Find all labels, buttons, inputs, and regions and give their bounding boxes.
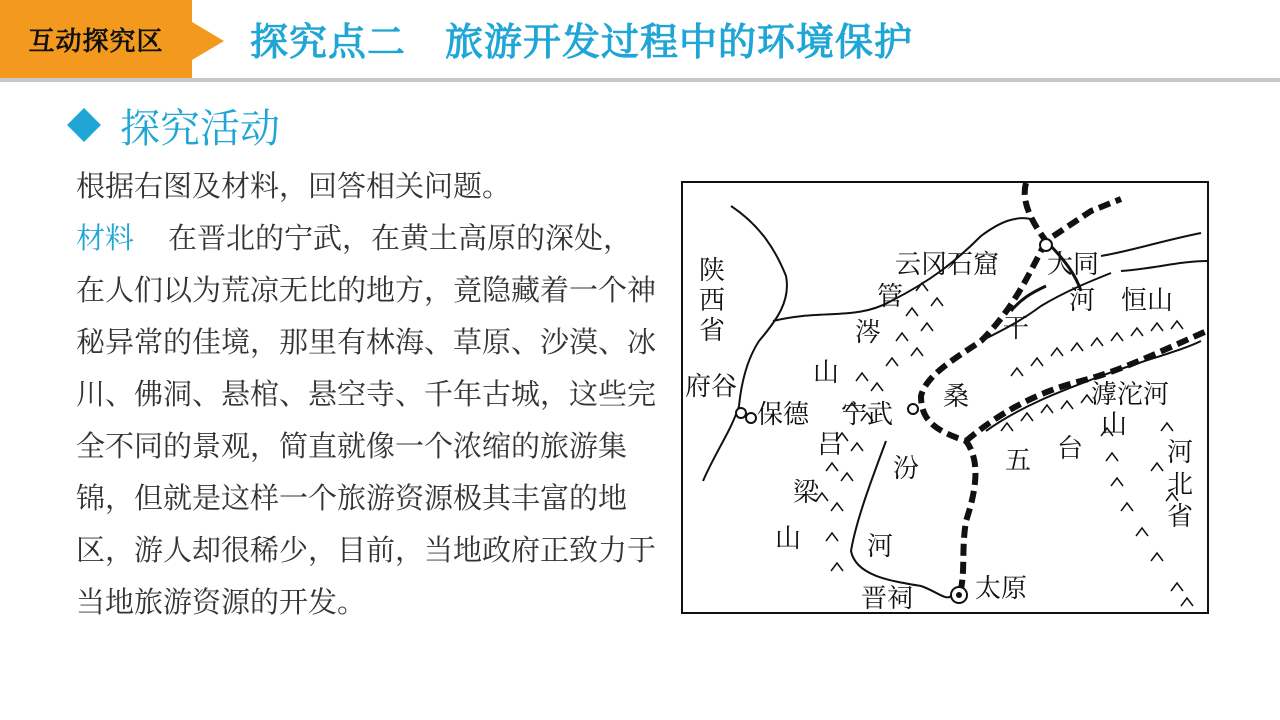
material-paragraph <box>76 212 656 628</box>
ningwu-marker <box>908 404 918 414</box>
section-badge <box>0 0 192 78</box>
header-bar <box>0 0 1280 80</box>
body-text <box>76 160 656 628</box>
material-label: 材料 <box>76 221 135 255</box>
map-label-shan-lvliang: 山 <box>775 524 802 554</box>
map-label-taiyuan: 太原 <box>975 574 1028 604</box>
map-label-baode: 保德 <box>757 400 810 430</box>
map-label-wu: 五 <box>1005 446 1032 476</box>
map-label-guan: 管 <box>877 282 904 312</box>
map-label-shaanxi-1: 陕 <box>699 256 726 286</box>
section-heading-label: 探究活动 <box>120 105 280 152</box>
map-label-shan-guance: 山 <box>813 358 840 388</box>
map-label-ce: 涔 <box>855 318 882 348</box>
badge-arrow-icon <box>192 22 224 60</box>
header-divider <box>0 78 1280 82</box>
baode-marker <box>746 413 756 423</box>
page-title: 探究点二 旅游开发过程中的环境保护 <box>250 20 914 64</box>
map-label-hutuo: 滹沱河 <box>1091 380 1170 410</box>
taiyuan-marker-dot <box>956 592 962 598</box>
map-label-tai: 台 <box>1057 434 1084 464</box>
material-text: 在晋北的宁武，在黄土高原的深处，在人们以为荒凉无比的地方，竟隐藏着一个神秘异常的佳境，那里有林海、草原、沙漠、冰川、佛洞、悬棺、悬空寺、千年古城，这些完全不同的景观，简直就像一个浓缩的旅游集锦，但就是这样一个旅游资源极其丰富的地区，游人却很稀少，目前，当地政府正致力于当地旅游资源的开发。 <box>76 221 657 619</box>
map-label-river-fen: 河 <box>867 532 894 562</box>
map-label-river-datong: 河 <box>1069 286 1096 316</box>
map-label-jinci: 晋祠 <box>861 584 914 614</box>
diamond-bullet-icon <box>67 108 101 142</box>
map-label-sang: 桑 <box>943 382 970 412</box>
shanxi-map <box>681 181 1209 614</box>
map-label-hebei-2: 北 <box>1167 470 1194 500</box>
fugu-marker <box>736 408 746 418</box>
map-label-shaanxi-3: 省 <box>699 316 726 346</box>
map-label-fugu: 府谷 <box>685 372 738 402</box>
map-label-fen: 汾 <box>893 454 920 484</box>
section-badge-label: 互动探究区 <box>28 26 164 57</box>
map-label-hengshan: 恒山 <box>1121 286 1174 316</box>
map-label-yungang: 云冈石窟 <box>895 250 1000 280</box>
map-label-hebei-3: 省 <box>1167 502 1194 532</box>
map-label-datong: 大同 <box>1047 250 1100 280</box>
intro-text: 根据右图及材料，回答相关问题。 <box>76 169 512 203</box>
map-label-lu: 吕 <box>817 430 844 460</box>
section-heading <box>66 100 280 150</box>
map-label-liang: 梁 <box>793 478 820 508</box>
map-label-shaanxi-2: 西 <box>699 286 726 316</box>
map-label-hebei-1: 河 <box>1167 438 1194 468</box>
map-label-shan-wutai: 山 <box>1101 410 1128 440</box>
map-label-ningwu: 宁武 <box>841 400 894 430</box>
map-label-gan: 干 <box>1003 314 1030 344</box>
